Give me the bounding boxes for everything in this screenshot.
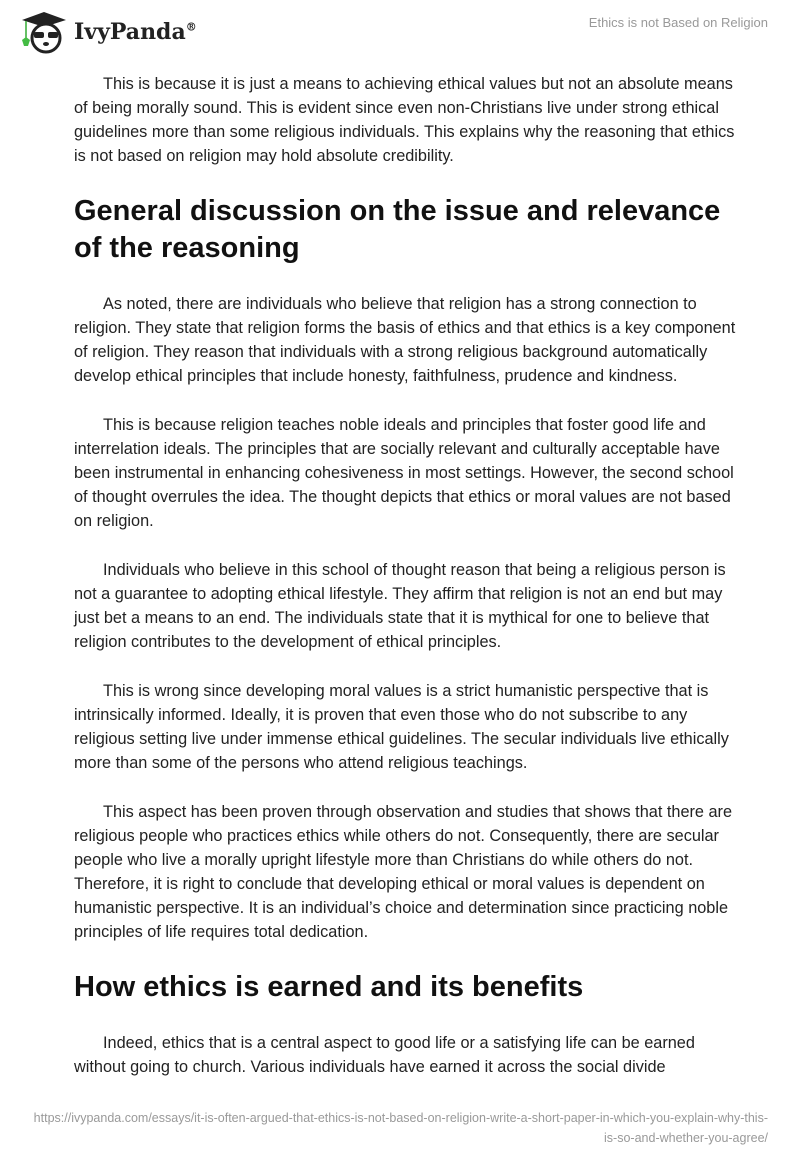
document-title: Ethics is not Based on Religion: [588, 15, 768, 30]
paragraph: This is because it is just a means to achieving ethical values but not an absolute means of being morally sound. This is evident since even non-Christians live under strong ethical guidelines more than some religious individuals. This explains why the reasoning that ethics is not based on religion may hold absolute credibility.: [74, 75, 735, 165]
paragraph: Individuals who believe in this school of thought reason that being a religious person is not a guarantee to adopting ethical lifestyle. They affirm that religion is not an end but may just bet a means to an end. The individuals state that it is mythical for one to believe that religion contributes to the development of ethical principles.: [74, 561, 726, 651]
section-heading: How ethics is earned and its benefits: [74, 971, 584, 1003]
paragraph: This aspect has been proven through observation and studies that shows that there are religious people who practices ethics while others do not. Consequently, there are secular people who live a morally upright lifestyle more than Christians do while others do not. Therefore, it is right to conclude that developing ethical or moral values is dependent on humanistic perspective. It is an individual’s choice and determination since practicing noble principles of life requires total dedication.: [74, 803, 733, 941]
section-heading: General discussion on the issue and relevance of the reasoning: [74, 195, 721, 264]
paragraph: This is wrong since developing moral values is a strict humanistic perspective that is intrinsically informed. Ideally, it is proven that even those who do not subscribe to any religious setting live under immense ethical guidelines. The secular individuals live ethically more than some of the persons who attend religious teachings.: [74, 682, 729, 772]
source-url[interactable]: https://ivypanda.com/essays/it-is-often-argued-that-ethics-is-not-based-on-religion-write-a-short-paper-in-which-you-explain-why-this-is-so-and-whether-you-agree/: [33, 1111, 768, 1145]
paragraph: This is because religion teaches noble ideals and principles that foster good life and interrelation ideals. The principles that are socially relevant and culturally acceptable have been instrumental in enhancing cohesiveness in most settings. However, the second school of thought overrules the idea. The thought depicts that ethics or moral values are not based on religion.: [74, 416, 734, 530]
logo-text: IvyPanda®: [74, 19, 197, 45]
essay-content: [74, 72, 744, 1104]
paragraph: As noted, there are individuals who believe that religion has a strong connection to religion. They state that religion forms the basis of ethics and that ethics is a key component of religion. They reason that individuals with a strong religious background automatically develop ethical principles that include honesty, faithfulness, prudence and kindness.: [74, 295, 736, 385]
paragraph: Indeed, ethics that is a central aspect to good life or a satisfying life can be earned without going to church. Various individuals have earned it across the social divide: [74, 1034, 695, 1076]
panda-graduate-icon: [18, 10, 70, 54]
ivypanda-logo[interactable]: [18, 10, 197, 54]
page-header: [0, 0, 800, 60]
